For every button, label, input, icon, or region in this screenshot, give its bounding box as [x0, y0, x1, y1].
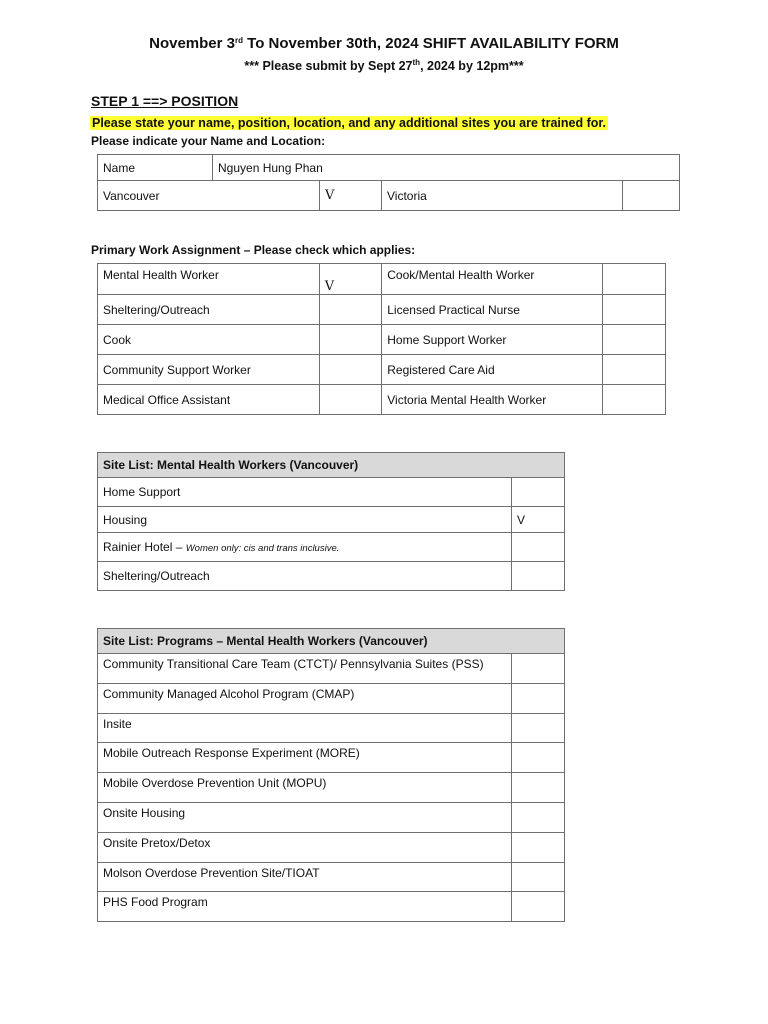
subtitle-part-b: , 2024 by 12pm***	[420, 59, 524, 73]
program-checkbox[interactable]	[512, 683, 565, 713]
assignment-row	[98, 385, 666, 415]
assignment-option-label: Medical Office Assistant	[98, 385, 320, 415]
assignment-option-checkbox[interactable]	[602, 325, 665, 355]
assignment-option-checkbox[interactable]	[602, 385, 665, 415]
program-checkbox[interactable]	[512, 713, 565, 743]
location-victoria-checkbox[interactable]	[623, 181, 680, 211]
site-label: Home Support	[103, 485, 181, 499]
assignment-table	[97, 263, 666, 415]
name-location-table	[97, 154, 680, 211]
program-checkbox[interactable]	[512, 892, 565, 922]
title-part-b: To November 30th, 2024 SHIFT AVAILABILITY FORM	[242, 35, 619, 52]
site-label-cell	[98, 533, 512, 562]
title-part-a: November 3	[149, 35, 235, 52]
program-row	[98, 832, 565, 862]
assignment-option-label: Victoria Mental Health Worker	[382, 385, 602, 415]
site-label-cell	[98, 562, 512, 591]
program-row	[98, 773, 565, 803]
name-value-field[interactable]: Nguyen Hung Phan	[213, 155, 680, 181]
site-checkbox[interactable]	[512, 533, 565, 562]
site-label: Rainier Hotel –	[103, 540, 186, 554]
site-note: Women only: cis and trans inclusive.	[185, 543, 340, 554]
assignment-option-label: Registered Care Aid	[382, 355, 602, 385]
assignment-option-checkbox[interactable]	[602, 295, 665, 325]
name-location-label: Please indicate your Name and Location:	[91, 134, 326, 148]
assignment-label: Primary Work Assignment – Please check which applies:	[91, 243, 416, 257]
program-checkbox[interactable]	[512, 862, 565, 892]
program-row	[98, 743, 565, 773]
subtitle-superscript: th	[412, 58, 421, 67]
assignment-row	[98, 264, 666, 295]
program-row	[98, 654, 565, 684]
form-title	[0, 35, 768, 52]
program-checkbox[interactable]	[512, 802, 565, 832]
program-label: Mobile Overdose Prevention Unit (MOPU)	[98, 773, 512, 803]
assignment-option-label: Mental Health Worker	[98, 264, 320, 295]
location-victoria-label: Victoria	[382, 181, 623, 211]
program-row	[98, 683, 565, 713]
site-list-programs-table	[97, 628, 565, 922]
program-label: Community Transitional Care Team (CTCT)/ Pennsylvania Suites (PSS)	[98, 654, 512, 684]
site-row	[98, 533, 565, 562]
program-label: Onsite Housing	[98, 802, 512, 832]
program-row	[98, 713, 565, 743]
assignment-option-checkbox[interactable]	[319, 325, 381, 355]
assignment-row	[98, 355, 666, 385]
step-heading: STEP 1 ==> POSITION	[91, 93, 239, 109]
program-checkbox[interactable]	[512, 832, 565, 862]
assignment-option-checkbox[interactable]: V	[319, 264, 381, 295]
assignment-option-checkbox[interactable]	[319, 385, 381, 415]
assignment-option-checkbox[interactable]	[602, 264, 665, 295]
site-checkbox[interactable]	[512, 478, 565, 507]
program-label: Community Managed Alcohol Program (CMAP)	[98, 683, 512, 713]
site-label-cell	[98, 478, 512, 507]
program-checkbox[interactable]	[512, 773, 565, 803]
assignment-option-label: Cook/Mental Health Worker	[382, 264, 602, 295]
site-checkbox[interactable]: V	[512, 507, 565, 533]
assignment-option-label: Cook	[98, 325, 320, 355]
assignment-option-label: Sheltering/Outreach	[98, 295, 320, 325]
program-label: Onsite Pretox/Detox	[98, 832, 512, 862]
site-label-cell	[98, 507, 512, 533]
assignment-option-checkbox[interactable]	[602, 355, 665, 385]
assignment-option-checkbox[interactable]	[319, 295, 381, 325]
program-row	[98, 862, 565, 892]
site-row	[98, 562, 565, 591]
location-vancouver-checkbox[interactable]: V	[320, 181, 382, 211]
program-label: PHS Food Program	[98, 892, 512, 922]
assignment-row	[98, 295, 666, 325]
program-row	[98, 892, 565, 922]
program-label: Mobile Outreach Response Experiment (MORE)	[98, 743, 512, 773]
site-label: Sheltering/Outreach	[103, 569, 210, 583]
location-vancouver-label: Vancouver	[98, 181, 320, 211]
assignment-option-label: Licensed Practical Nurse	[382, 295, 602, 325]
assignment-option-checkbox[interactable]	[319, 355, 381, 385]
subtitle-part-a: *** Please submit by Sept 27	[244, 59, 413, 73]
site-row	[98, 507, 565, 533]
name-label-cell: Name	[98, 155, 213, 181]
form-subtitle	[0, 59, 768, 73]
site-list-mhw-header: Site List: Mental Health Workers (Vancouver)	[98, 453, 565, 478]
site-row	[98, 478, 565, 507]
program-row	[98, 802, 565, 832]
program-checkbox[interactable]	[512, 743, 565, 773]
title-superscript: rd	[234, 36, 243, 45]
site-label: Housing	[103, 512, 148, 527]
instruction-highlight: Please state your name, position, location, and any additional sites you are trained for.	[92, 116, 607, 130]
assignment-option-label: Community Support Worker	[98, 355, 320, 385]
site-list-mhw-table	[97, 452, 565, 591]
assignment-row	[98, 325, 666, 355]
site-list-programs-header: Site List: Programs – Mental Health Workers (Vancouver)	[98, 629, 565, 654]
program-label: Molson Overdose Prevention Site/TIOAT	[98, 862, 512, 892]
site-checkbox[interactable]	[512, 562, 565, 591]
assignment-option-label: Home Support Worker	[382, 325, 602, 355]
program-label: Insite	[98, 713, 512, 743]
program-checkbox[interactable]	[512, 654, 565, 684]
